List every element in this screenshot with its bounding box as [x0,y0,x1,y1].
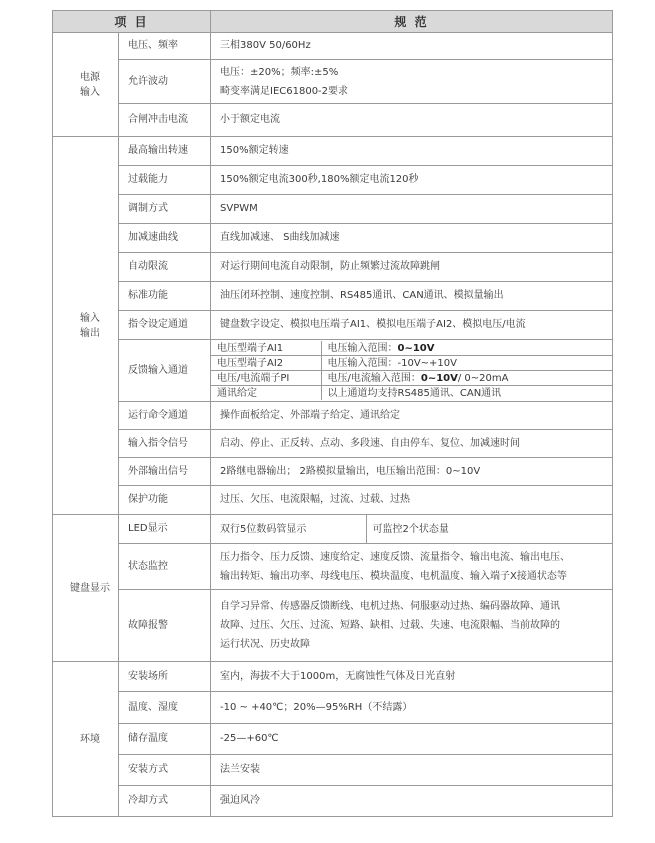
item-label: 反馈输入通道 [119,340,211,402]
item-value: -25—+60℃ [211,724,613,755]
table-row [53,786,613,817]
subtable-row [211,356,612,371]
table-row [53,692,613,724]
sub-terminal: 通讯给定 [211,386,321,401]
category-keypad: 键盘显示 [53,515,119,662]
item-label: 加减速曲线 [119,224,211,253]
item-label: 合闸冲击电流 [119,104,211,137]
item-label: 允许波动 [119,60,211,104]
table-row [53,402,613,430]
table-row [53,253,613,282]
item-value: 油压闭环控制、速度控制、RS485通讯、CAN通讯、模拟量输出 [211,282,613,311]
table-row [53,60,613,104]
item-label: 安装场所 [119,662,211,692]
table-row [53,104,613,137]
item-value: 启动、停止、正反转、点动、多段速、自由停车、复位、加减速时间 [211,430,613,458]
item-value: 对运行期间电流自动限制，防止频繁过流故障跳闸 [211,253,613,282]
table-row [53,724,613,755]
item-label: 状态监控 [119,544,211,590]
item-label: 安装方式 [119,755,211,786]
category-power-input: 电源 输入 [53,33,119,137]
category-environment: 环境 [53,662,119,817]
table-row [53,515,613,544]
table-row [53,662,613,692]
header-spec: 规 范 [211,11,613,33]
item-value: 压力指令、压力反馈、速度给定、速度反馈、流量指令、输出电流、输出电压、 输出转矩、输出功率、母线电压、模块温度、电机温度、输入端子X接通状态等 [211,544,613,590]
item-value: 150%额定转速 [211,137,613,166]
item-value: 自学习异常、传感器反馈断线、电机过热、伺服驱动过热、编码器故障、通讯 故障、过压、欠压、过流、短路、缺相、过载、失速、电流限幅、当前故障的 运行状况、历史故障 [211,590,613,662]
subtable-row [211,341,612,356]
table-row [53,195,613,224]
led-split [211,515,612,543]
table-row [53,166,613,195]
item-value: 操作面板给定、外部端子给定、通讯给定 [211,402,613,430]
table-row [53,33,613,60]
item-value: 强迫风冷 [211,786,613,817]
item-label: 过载能力 [119,166,211,195]
item-label: 调制方式 [119,195,211,224]
table-row [53,430,613,458]
item-value: 过压、欠压、电流限幅，过流、过载、过热 [211,486,613,515]
sub-terminal: 电压型端子AI2 [211,356,321,371]
sub-range: 电压/电流输入范围：0~10V/ 0~20mA [321,371,612,386]
sub-range: 电压输入范围：0~10V [321,341,612,356]
table-row [53,311,613,340]
led-monitor-desc: 可监控2个状态量 [366,515,612,543]
table-row [53,544,613,590]
sub-terminal: 电压/电流端子PI [211,371,321,386]
item-label: 冷却方式 [119,786,211,817]
item-value: 电压：±20%；频率:±5% 畸变率满足IEC61800-2要求 [211,60,613,104]
subtable-row [211,386,612,401]
table-row [53,340,613,402]
item-label: 故障报警 [119,590,211,662]
item-value: 三相380V 50/60Hz [211,33,613,60]
item-label: 电压、频率 [119,33,211,60]
item-label: LED显示 [119,515,211,544]
category-io: 输入 输出 [53,137,119,515]
item-label: 温度、湿度 [119,692,211,724]
item-label: 最高输出转速 [119,137,211,166]
sub-range: 电压输入范围：-10V~+10V [321,356,612,371]
item-label: 储存温度 [119,724,211,755]
led-display-desc: 双行5位数码管显示 [211,515,366,543]
table-row [53,486,613,515]
header-item: 项 目 [53,11,211,33]
item-value: 小于额定电流 [211,104,613,137]
table-row [53,137,613,166]
item-label: 保护功能 [119,486,211,515]
led-split-cell [211,515,613,544]
table-row [53,282,613,311]
item-value: 2路继电器输出； 2路模拟量输出，电压输出范围：0~10V [211,458,613,486]
item-value: 直线加减速、 S曲线加减速 [211,224,613,253]
feedback-subtable-cell [211,340,613,402]
item-value: 键盘数字设定、模拟电压端子AI1、模拟电压端子AI2、模拟电压/电流 [211,311,613,340]
sub-terminal: 电压型端子AI1 [211,341,321,356]
item-label: 自动限流 [119,253,211,282]
item-label: 输入指令信号 [119,430,211,458]
item-label: 外部输出信号 [119,458,211,486]
item-value: -10 ~ +40℃；20%—95%RH（不结露） [211,692,613,724]
table-row [53,590,613,662]
item-value: 150%额定电流300秒,180%额定电流120秒 [211,166,613,195]
subtable-row [211,371,612,386]
item-value: SVPWM [211,195,613,224]
table-row [53,755,613,786]
feedback-subtable [211,341,612,400]
header-row [53,11,613,33]
item-value: 法兰安装 [211,755,613,786]
table-row [53,224,613,253]
spec-sheet [52,10,612,817]
item-label: 运行命令通道 [119,402,211,430]
spec-table [52,10,613,817]
item-value: 室内，海拔不大于1000m，无腐蚀性气体及日光直射 [211,662,613,692]
sub-range: 以上通道均支持RS485通讯、CAN通讯 [321,386,612,401]
item-label: 标准功能 [119,282,211,311]
table-row [53,458,613,486]
item-label: 指令设定通道 [119,311,211,340]
